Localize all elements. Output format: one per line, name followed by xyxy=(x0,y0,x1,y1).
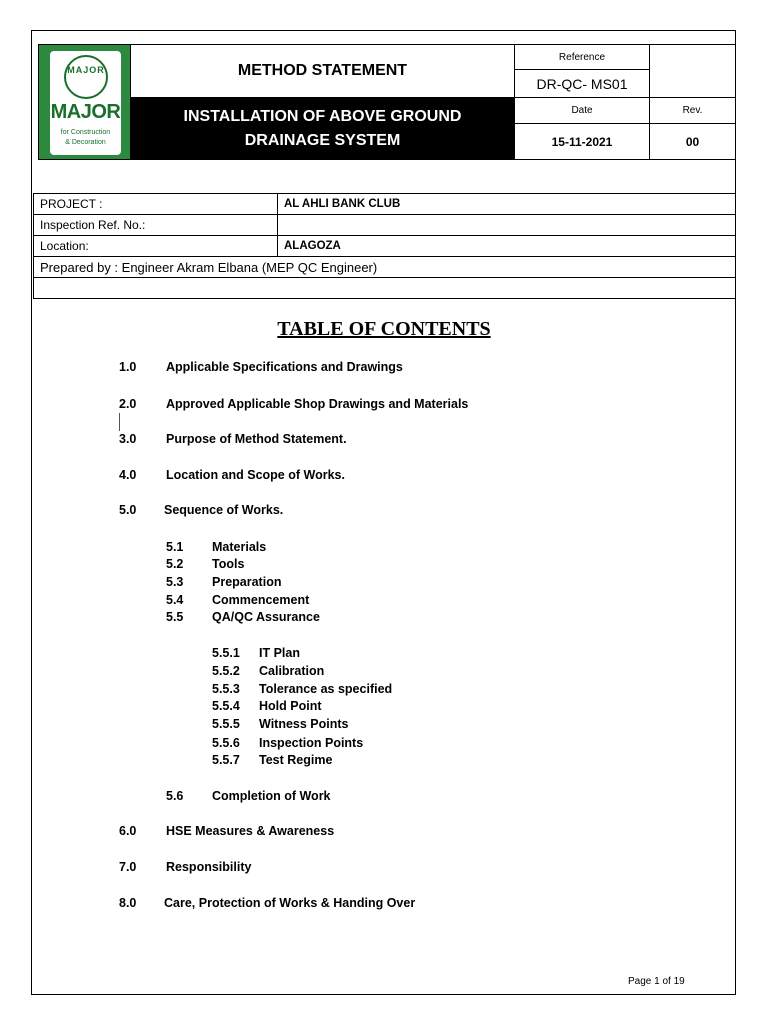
toc-item-number: 5.4 xyxy=(166,593,184,607)
toc-item-number: 5.5.4 xyxy=(212,699,240,713)
toc-item-text: Materials xyxy=(212,540,267,554)
logo-tagline-2: & Decoration xyxy=(65,139,106,146)
inspection-row xyxy=(34,215,736,236)
toc-item-number: 5.2 xyxy=(166,557,184,571)
prepared-by: Prepared by : Engineer Akram Elbana (MEP QC Engineer) xyxy=(34,257,736,278)
toc-item-text: Witness Points xyxy=(259,717,349,731)
toc-item-text: Completion of Work xyxy=(212,789,331,803)
toc-item-text: Calibration xyxy=(259,664,325,678)
toc-item-number: 2.0 xyxy=(119,397,137,411)
reference-value: DR-QC- MS01 xyxy=(514,69,650,98)
toc-item-number: 8.0 xyxy=(119,896,137,910)
project-value: AL AHLI BANK CLUB xyxy=(278,194,736,215)
toc-item-number: 7.0 xyxy=(119,860,137,874)
prepared-by-row xyxy=(34,257,736,278)
toc-item-number: 5.5.7 xyxy=(212,753,240,767)
blank-row xyxy=(34,278,736,299)
subtitle-line-2: DRAINAGE SYSTEM xyxy=(244,131,401,149)
toc-item-number: 5.5.6 xyxy=(212,736,240,750)
toc-item-number: 4.0 xyxy=(119,468,137,482)
toc-item-number: 5.0 xyxy=(119,503,137,517)
toc-item-text: Test Regime xyxy=(259,753,333,767)
text-cursor-icon xyxy=(119,413,120,431)
subtitle-line-1: INSTALLATION OF ABOVE GROUND xyxy=(183,107,462,125)
toc-item-number: 3.0 xyxy=(119,432,137,446)
logo-ring-text: MAJOR xyxy=(67,65,105,75)
location-value: ALAGOZA xyxy=(278,236,736,257)
blank-cell xyxy=(34,278,736,299)
toc-title: TABLE OF CONTENTS xyxy=(277,318,491,340)
inspection-label: Inspection Ref. No.: xyxy=(34,215,278,236)
toc-item-text: Location and Scope of Works. xyxy=(166,468,345,482)
toc-item-number: 5.5 xyxy=(166,610,184,624)
company-logo xyxy=(38,44,131,160)
toc-item-text: Responsibility xyxy=(166,860,252,874)
toc-item-text: Care, Protection of Works & Handing Over xyxy=(164,896,416,910)
document-title: METHOD STATEMENT xyxy=(130,44,515,98)
toc-item-number: 5.5.3 xyxy=(212,682,240,696)
toc-item-number: 5.6 xyxy=(166,789,184,803)
location-label: Location: xyxy=(34,236,278,257)
project-label: PROJECT : xyxy=(34,194,278,215)
logo-panel xyxy=(50,51,121,155)
toc-item-text: Applicable Specifications and Drawings xyxy=(166,360,403,374)
toc-item-number: 1.0 xyxy=(119,360,137,374)
toc-item-text: HSE Measures & Awareness xyxy=(166,824,335,838)
reference-label: Reference xyxy=(514,44,650,70)
date-label: Date xyxy=(514,97,650,124)
location-row xyxy=(34,236,736,257)
toc-item-number: 5.5.2 xyxy=(212,664,240,678)
revision-label: Rev. xyxy=(649,97,736,124)
toc-item-text: Purpose of Method Statement. xyxy=(166,432,347,446)
toc-item-text: Sequence of Works. xyxy=(164,503,284,517)
toc-item-text: IT Plan xyxy=(259,646,300,660)
toc-item-number: 5.5.1 xyxy=(212,646,240,660)
toc-item-text: Commencement xyxy=(212,593,310,607)
revision-value: 00 xyxy=(649,123,736,160)
logo-emblem-icon xyxy=(64,55,108,99)
date-value: 15-11-2021 xyxy=(514,123,650,160)
toc-item-number: 5.1 xyxy=(166,540,184,554)
toc-item-text: Approved Applicable Shop Drawings and Materials xyxy=(166,397,469,411)
document-subtitle xyxy=(130,97,515,160)
logo-tagline-1: for Construction xyxy=(60,129,111,136)
document-header xyxy=(38,44,736,160)
inspection-value xyxy=(278,215,736,236)
project-row xyxy=(34,194,736,215)
project-info-table xyxy=(33,193,736,299)
reference-blank-cell xyxy=(649,44,736,98)
toc-item-number: 6.0 xyxy=(119,824,137,838)
toc-item-text: Preparation xyxy=(212,575,282,589)
toc-item-text: Tools xyxy=(212,557,245,571)
page-number: Page 1 of 19 xyxy=(628,976,685,987)
page-frame xyxy=(31,30,736,995)
toc-item-text: QA/QC Assurance xyxy=(212,610,320,624)
toc-item-text: Hold Point xyxy=(259,699,322,713)
logo-wordmark: MAJOR xyxy=(50,101,121,123)
toc-item-text: Tolerance as specified xyxy=(259,682,393,696)
toc-item-number: 5.5.5 xyxy=(212,717,240,731)
toc-item-number: 5.3 xyxy=(166,575,184,589)
toc-item-text: Inspection Points xyxy=(259,736,364,750)
